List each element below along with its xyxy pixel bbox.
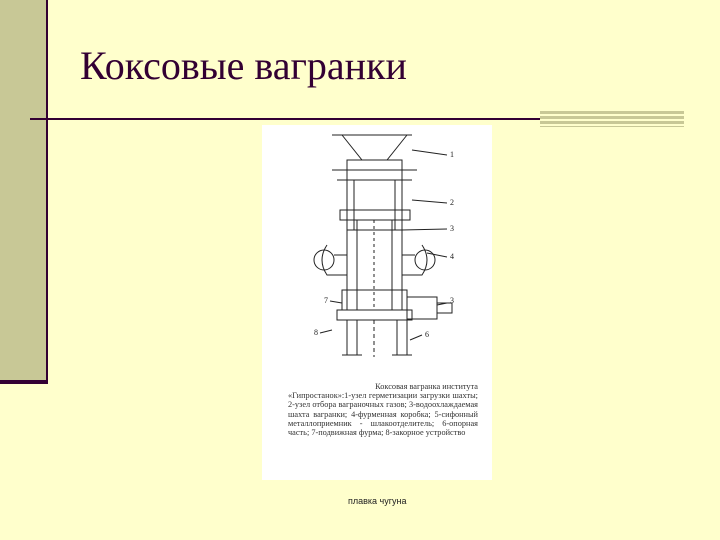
callout-label: 3	[450, 224, 454, 233]
callout-label: 6	[425, 330, 429, 339]
callout-label: 2	[450, 198, 454, 207]
caption-lead: Коксовая вагранка института	[375, 382, 478, 391]
left-decor-underline	[0, 380, 46, 384]
slide-title: Коксовые вагранки	[80, 43, 407, 88]
vertical-rule	[46, 0, 48, 384]
callout-label: 1	[450, 150, 454, 159]
footer-label: плавка чугуна	[348, 496, 407, 506]
caption-body: «Гипростанок»:1-узел герметизации загрузки шахты; 2-узел отбора ваграночных газов; 3-водоохлаждаемая шахта вагранки; 4-фурменная коробка; 5-сифонный металлоприемник - шлакоотделитель; 6-опорная часть; 7-подвижная фурма; 8-закорное устройство	[288, 391, 478, 438]
callout-label: 7	[324, 296, 328, 305]
title-underline	[30, 118, 540, 120]
callout-label: 8	[314, 328, 318, 337]
figure-caption	[288, 382, 478, 437]
callout-label: 4	[450, 252, 454, 261]
callout-label: 3	[450, 296, 454, 305]
right-decor-stripes	[540, 111, 684, 127]
left-decor-band	[0, 0, 46, 382]
